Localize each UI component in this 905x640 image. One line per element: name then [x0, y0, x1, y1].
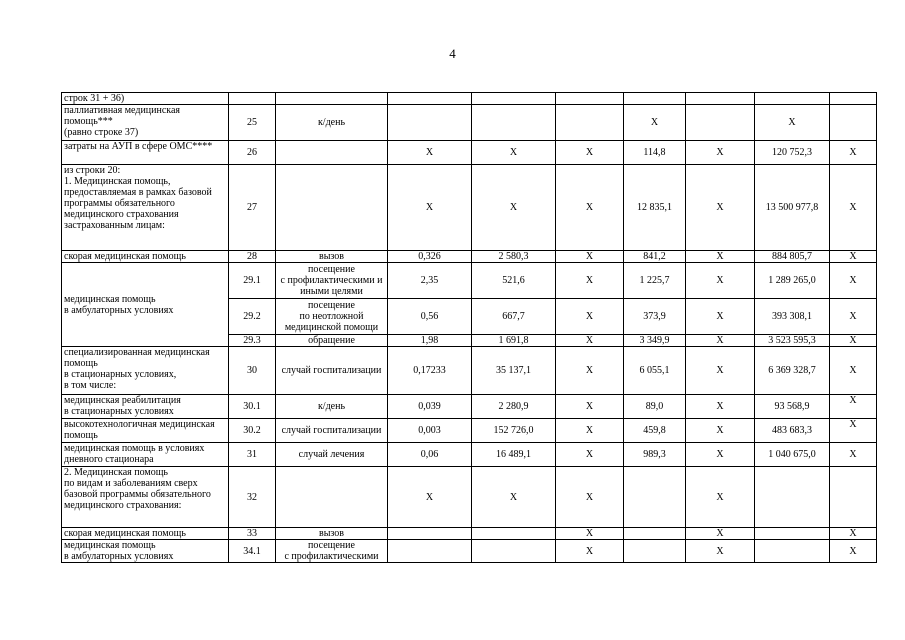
cell-c4: X	[388, 467, 472, 528]
row-name-cell: высокотехнологичная медицинская помощь	[62, 419, 229, 443]
cell-c7: 841,2	[624, 251, 686, 263]
cell-c8: X	[686, 467, 755, 528]
row-name-cell: медицинская помощь в амбулаторных условиях	[62, 540, 229, 563]
table-row	[62, 347, 877, 395]
cell-c7: 989,3	[624, 443, 686, 467]
cell-c6: X	[556, 443, 624, 467]
cell-c9: 6 369 328,7	[755, 347, 830, 395]
cell-c6: X	[556, 528, 624, 540]
row-name-cell: медицинская помощь в амбулаторных условиях	[62, 263, 229, 347]
cell-c9: 483 683,3	[755, 419, 830, 443]
cell-c5	[472, 540, 556, 563]
cell-unit: случай госпитализации	[276, 347, 388, 395]
cell-unit: посещение с профилактическими	[276, 540, 388, 563]
table-row	[62, 443, 877, 467]
cell-c8: X	[686, 251, 755, 263]
cell-c5: 2 580,3	[472, 251, 556, 263]
cell-c4: 1,98	[388, 335, 472, 347]
cell-c5	[472, 528, 556, 540]
cell-c8: X	[686, 347, 755, 395]
cell-code: 34.1	[229, 540, 276, 563]
cell-c7: 459,8	[624, 419, 686, 443]
row-name-cell: затраты на АУП в сфере ОМС****	[62, 141, 229, 165]
row-name-cell: паллиативная медицинская помощь*** (равно строке 37)	[62, 105, 229, 141]
cell-c7: 89,0	[624, 395, 686, 419]
cell-code: 30	[229, 347, 276, 395]
cell-c10	[830, 467, 877, 528]
table-row	[62, 251, 877, 263]
cell-code: 32	[229, 467, 276, 528]
cell-c8: X	[686, 395, 755, 419]
cell-c10: X	[830, 263, 877, 299]
cell-code: 29.2	[229, 299, 276, 335]
table-row	[62, 165, 877, 251]
cell-c4: X	[388, 141, 472, 165]
cell-code: 30.2	[229, 419, 276, 443]
cell-c5: 667,7	[472, 299, 556, 335]
row-name-cell: скорая медицинская помощь	[62, 528, 229, 540]
cell-code: 26	[229, 141, 276, 165]
cell-unit: к/день	[276, 105, 388, 141]
cell-unit: посещение с профилактическими и иными целями	[276, 263, 388, 299]
cell-c9	[755, 467, 830, 528]
cell-c5: X	[472, 141, 556, 165]
cell-c8: X	[686, 419, 755, 443]
cell-c9: 3 523 595,3	[755, 335, 830, 347]
cell-c7: X	[624, 105, 686, 141]
cell-c9: 1 040 675,0	[755, 443, 830, 467]
cell-c6: X	[556, 395, 624, 419]
cell-c7: 1 225,7	[624, 263, 686, 299]
table-row	[62, 540, 877, 563]
cell-c4	[388, 528, 472, 540]
cell-unit	[276, 165, 388, 251]
cell-unit: вызов	[276, 251, 388, 263]
cell-c5	[472, 93, 556, 105]
cell-c6: X	[556, 141, 624, 165]
row-name-cell: специализированная медицинская помощь в стационарных условиях, в том числе:	[62, 347, 229, 395]
financing-table	[61, 92, 877, 563]
cell-c5: 16 489,1	[472, 443, 556, 467]
row-name-cell: 2. Медицинская помощь по видам и заболеваниям сверх базовой программы обязательного медицинского страхования:	[62, 467, 229, 528]
cell-c4: 0,039	[388, 395, 472, 419]
cell-c10: X	[830, 443, 877, 467]
cell-c7: 114,8	[624, 141, 686, 165]
cell-code: 25	[229, 105, 276, 141]
cell-c7: 6 055,1	[624, 347, 686, 395]
cell-c9: X	[755, 105, 830, 141]
cell-c8: X	[686, 165, 755, 251]
cell-unit: к/день	[276, 395, 388, 419]
cell-c6: X	[556, 540, 624, 563]
cell-c5: X	[472, 165, 556, 251]
cell-c8: X	[686, 335, 755, 347]
cell-c7	[624, 93, 686, 105]
cell-c5: 152 726,0	[472, 419, 556, 443]
cell-c9	[755, 540, 830, 563]
cell-c5: 521,6	[472, 263, 556, 299]
cell-c10: X	[830, 540, 877, 563]
table-row	[62, 93, 877, 105]
cell-c6: X	[556, 263, 624, 299]
cell-c6: X	[556, 299, 624, 335]
cell-c10: X	[830, 141, 877, 165]
cell-c7: 3 349,9	[624, 335, 686, 347]
cell-c7	[624, 540, 686, 563]
cell-c4: 2,35	[388, 263, 472, 299]
cell-c9	[755, 528, 830, 540]
cell-c8: X	[686, 299, 755, 335]
cell-c4: 0,17233	[388, 347, 472, 395]
cell-c8: X	[686, 443, 755, 467]
cell-c4: 0,003	[388, 419, 472, 443]
cell-unit: посещение по неотложной медицинской помощи	[276, 299, 388, 335]
table-row	[62, 419, 877, 443]
cell-c4	[388, 93, 472, 105]
cell-c10: X	[830, 299, 877, 335]
cell-c5: 1 691,8	[472, 335, 556, 347]
cell-c7	[624, 467, 686, 528]
cell-c10: X	[830, 395, 877, 419]
cell-c9: 93 568,9	[755, 395, 830, 419]
cell-c10: X	[830, 165, 877, 251]
cell-c6	[556, 93, 624, 105]
cell-c9: 13 500 977,8	[755, 165, 830, 251]
cell-c7: 12 835,1	[624, 165, 686, 251]
row-name-cell: скорая медицинская помощь	[62, 251, 229, 263]
cell-c6: X	[556, 165, 624, 251]
cell-c8	[686, 105, 755, 141]
row-name-cell: строк 31 + 36)	[62, 93, 229, 105]
cell-c4: 0,56	[388, 299, 472, 335]
cell-c10: X	[830, 347, 877, 395]
cell-unit	[276, 467, 388, 528]
cell-c5	[472, 105, 556, 141]
cell-c6: X	[556, 419, 624, 443]
cell-c6: X	[556, 347, 624, 395]
table-row	[62, 395, 877, 419]
cell-c4: 0,06	[388, 443, 472, 467]
cell-c9: 120 752,3	[755, 141, 830, 165]
cell-c10	[830, 105, 877, 141]
cell-code: 27	[229, 165, 276, 251]
cell-code: 33	[229, 528, 276, 540]
cell-c7: 373,9	[624, 299, 686, 335]
cell-c4: X	[388, 165, 472, 251]
row-name-cell: из строки 20: 1. Медицинская помощь, предоставляемая в рамках базовой программы обязательного медицинского страхования застрахованным лицам:	[62, 165, 229, 251]
cell-c5: 2 280,9	[472, 395, 556, 419]
cell-code: 30.1	[229, 395, 276, 419]
cell-unit	[276, 93, 388, 105]
cell-unit: обращение	[276, 335, 388, 347]
cell-c8: X	[686, 540, 755, 563]
cell-code: 31	[229, 443, 276, 467]
cell-c6: X	[556, 335, 624, 347]
cell-code: 29.3	[229, 335, 276, 347]
cell-c10	[830, 93, 877, 105]
cell-unit	[276, 141, 388, 165]
cell-c7	[624, 528, 686, 540]
cell-c4: 0,326	[388, 251, 472, 263]
row-name-cell: медицинская помощь в условиях дневного стационара	[62, 443, 229, 467]
cell-c10: X	[830, 419, 877, 443]
cell-c6	[556, 105, 624, 141]
cell-code	[229, 93, 276, 105]
cell-c10: X	[830, 335, 877, 347]
table-row	[62, 141, 877, 165]
cell-unit: вызов	[276, 528, 388, 540]
cell-code: 29.1	[229, 263, 276, 299]
table-row	[62, 467, 877, 528]
table-row	[62, 105, 877, 141]
cell-c4	[388, 105, 472, 141]
cell-c8: X	[686, 141, 755, 165]
cell-c6: X	[556, 467, 624, 528]
page-number: 4	[449, 46, 456, 61]
cell-c5: 35 137,1	[472, 347, 556, 395]
cell-c8: X	[686, 528, 755, 540]
cell-c8: X	[686, 263, 755, 299]
cell-c9: 1 289 265,0	[755, 263, 830, 299]
cell-c10: X	[830, 251, 877, 263]
cell-c4	[388, 540, 472, 563]
row-name-cell: медицинская реабилитация в стационарных условиях	[62, 395, 229, 419]
cell-c6: X	[556, 251, 624, 263]
cell-c9: 393 308,1	[755, 299, 830, 335]
cell-c10: X	[830, 528, 877, 540]
table-row	[62, 528, 877, 540]
cell-c9: 884 805,7	[755, 251, 830, 263]
cell-c8	[686, 93, 755, 105]
cell-c5: X	[472, 467, 556, 528]
table-row	[62, 263, 877, 299]
cell-unit: случай лечения	[276, 443, 388, 467]
cell-unit: случай госпитализации	[276, 419, 388, 443]
cell-c9	[755, 93, 830, 105]
cell-code: 28	[229, 251, 276, 263]
